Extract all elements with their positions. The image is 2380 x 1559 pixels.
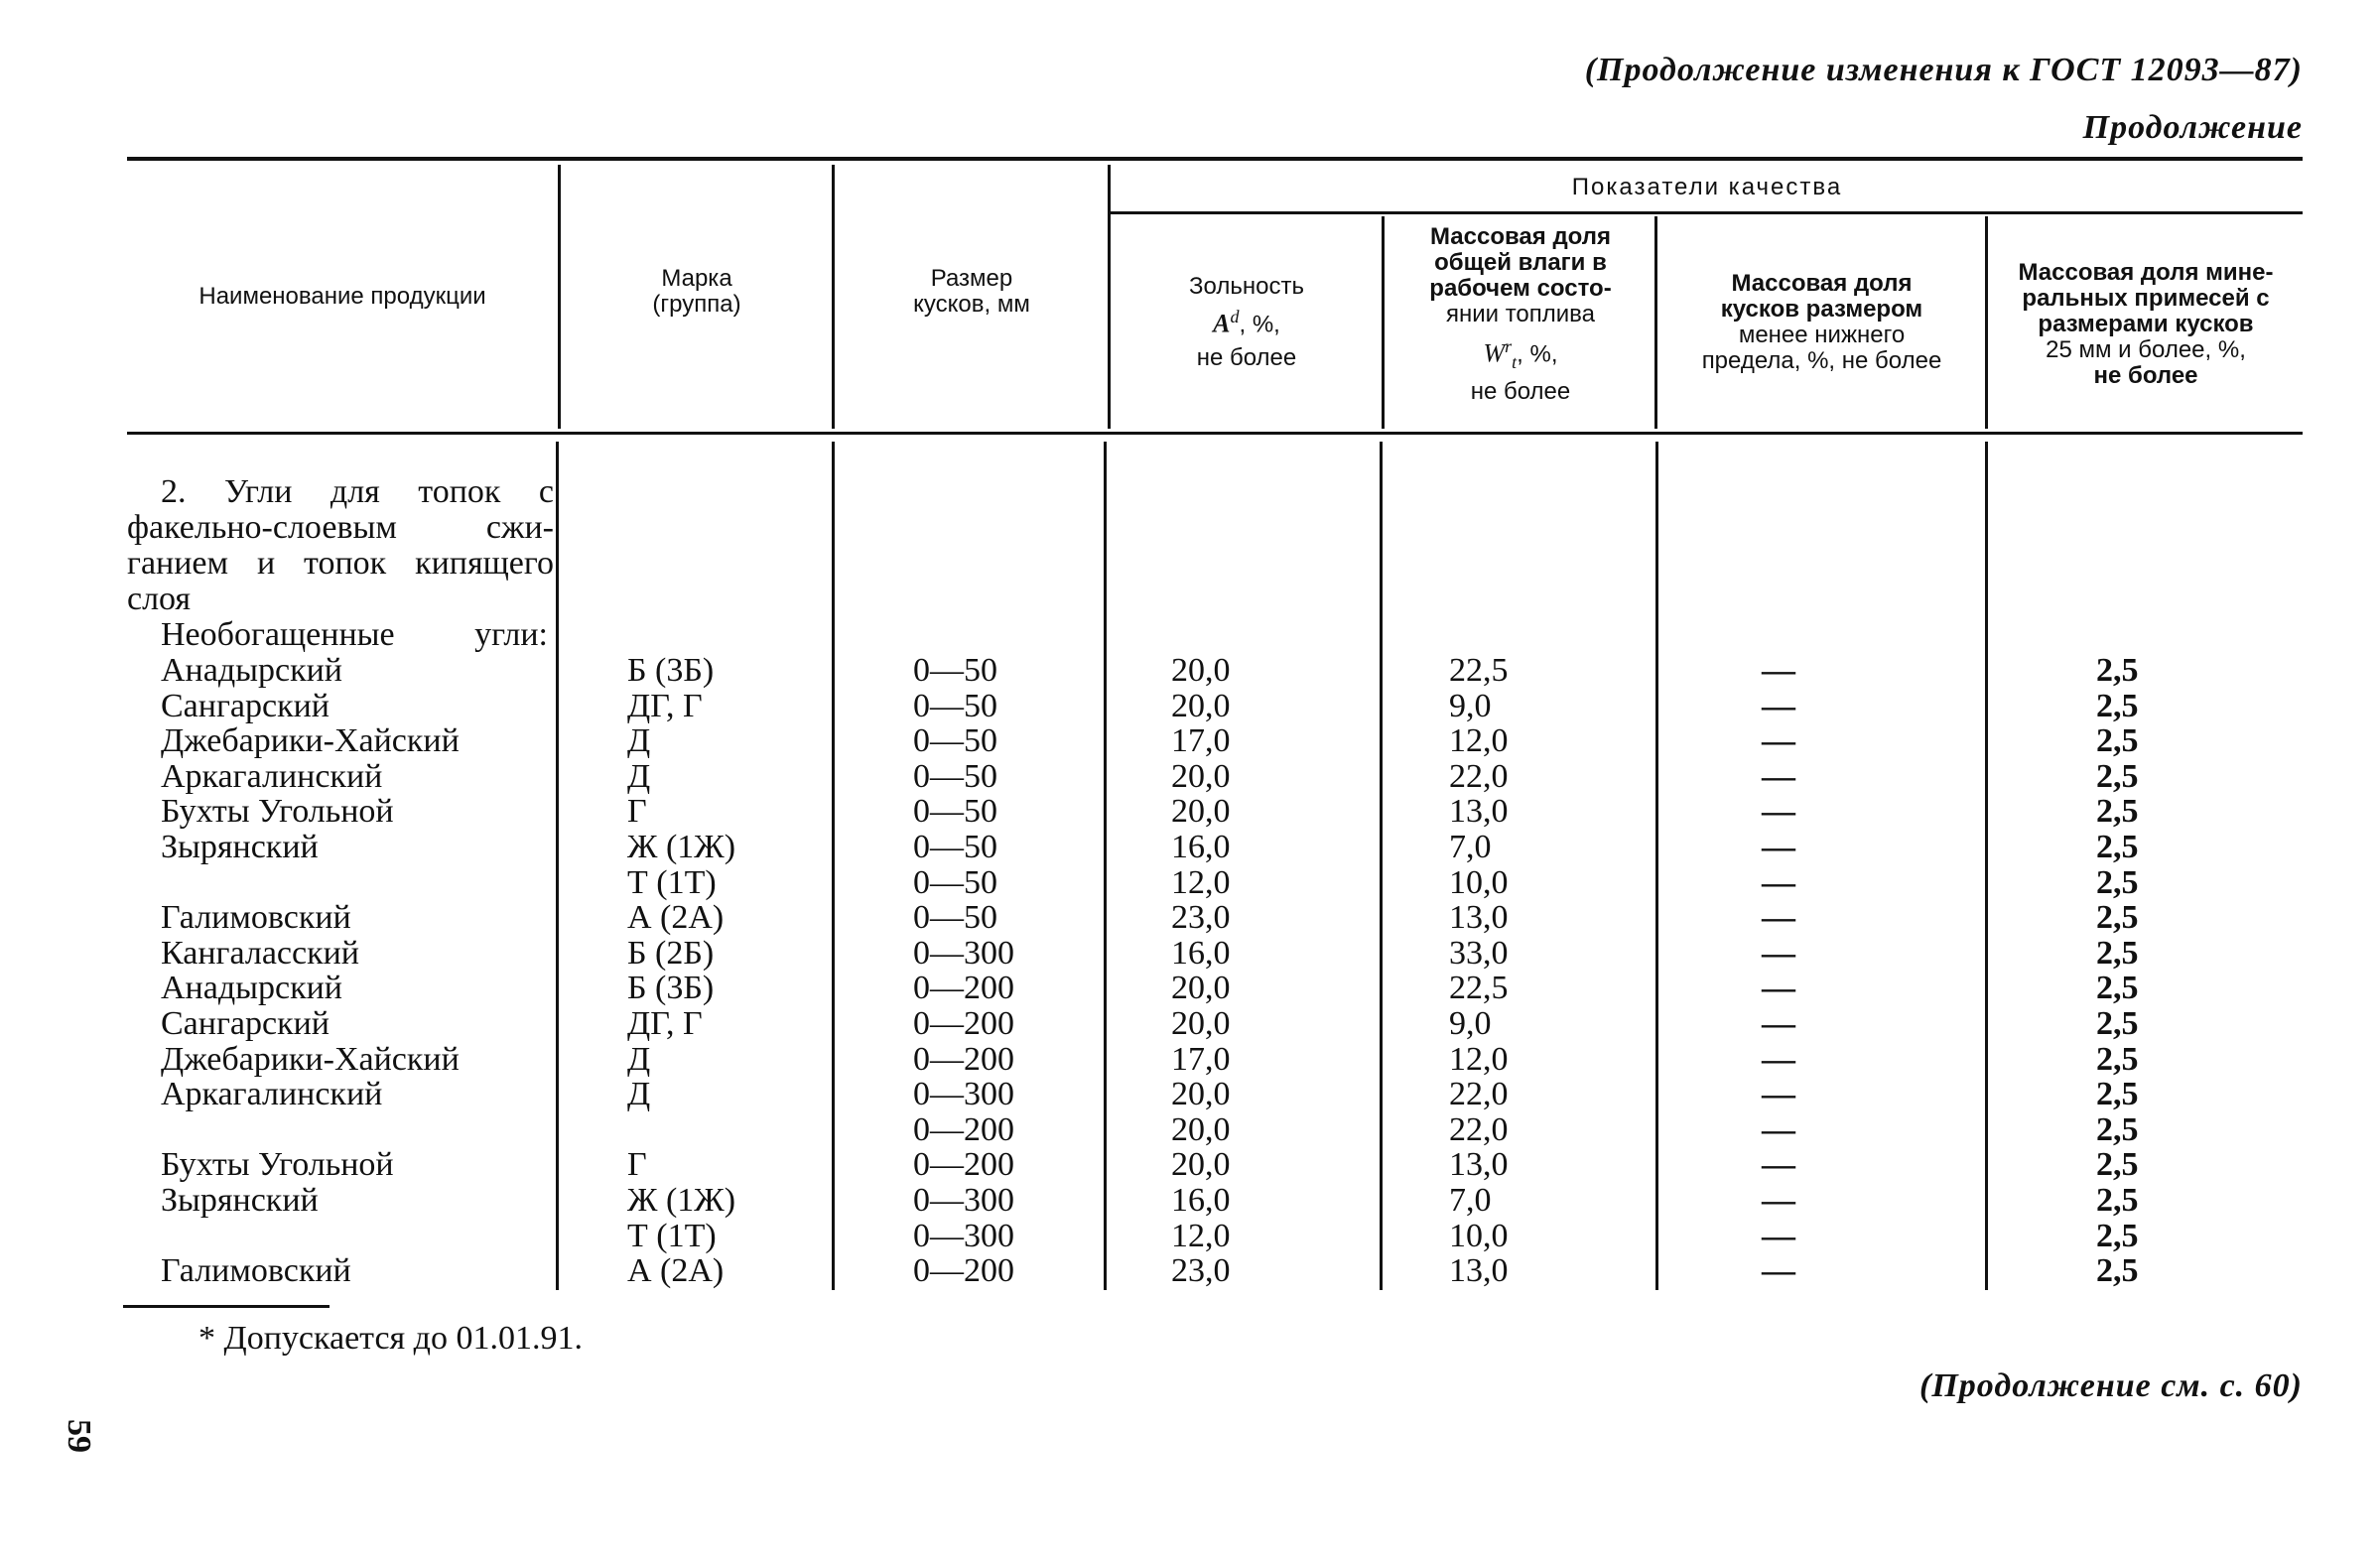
header-bottom-rule	[127, 432, 2303, 435]
row-fine: —	[1762, 970, 1795, 1006]
row-mineral: 2,5	[2096, 1252, 2139, 1289]
header-ash-line3: не более	[1196, 344, 1297, 372]
row-mark: Д	[627, 1041, 651, 1078]
header-mark-line1: Марка	[661, 265, 732, 292]
row-ash: 20,0	[1171, 1076, 1231, 1112]
section-title-line: 2. Угли для топок с	[161, 473, 554, 510]
page-number: 59	[61, 1419, 97, 1453]
header-quality-group	[1112, 165, 2303, 210]
row-moisture: 7,0	[1449, 829, 1492, 865]
row-fine: —	[1762, 793, 1795, 830]
table-row	[0, 1253, 2380, 1289]
header-fine-line3: менее нижнего	[1738, 322, 1906, 348]
header-moist-sup: r	[1505, 336, 1513, 356]
row-moisture: 7,0	[1449, 1182, 1492, 1219]
row-size: 0—200	[913, 1146, 1014, 1183]
continuation-label: Продолжение	[2082, 109, 2303, 146]
row-fine: —	[1762, 1182, 1795, 1219]
header-size-line1: Размер	[930, 265, 1013, 292]
row-mark: Б (3Б)	[627, 970, 715, 1006]
row-mineral: 2,5	[2096, 899, 2139, 936]
row-name: Джебарики-Хайский	[161, 1041, 460, 1078]
row-ash: 20,0	[1171, 1005, 1231, 1042]
row-name: Анадырский	[161, 652, 342, 689]
row-name: Галимовский	[161, 1252, 351, 1289]
table-row	[0, 1183, 2380, 1219]
row-ash: 16,0	[1171, 1182, 1231, 1219]
table-row	[0, 830, 2380, 865]
row-name: Бухты Угольной	[161, 793, 394, 830]
table-row	[0, 1077, 2380, 1112]
row-mark: Ж (1Ж)	[627, 1182, 736, 1219]
row-name: Сангарский	[161, 1005, 330, 1042]
row-moisture: 13,0	[1449, 899, 1509, 936]
row-size: 0—200	[913, 1252, 1014, 1289]
row-mark: ДГ, Г	[627, 1005, 703, 1042]
row-mineral: 2,5	[2096, 688, 2139, 724]
row-moisture: 10,0	[1449, 1218, 1509, 1254]
row-fine: —	[1762, 1041, 1795, 1078]
row-name: Анадырский	[161, 970, 342, 1006]
row-mark: ДГ, Г	[627, 688, 703, 724]
row-ash: 20,0	[1171, 688, 1231, 724]
header-mineral-line5: не более	[2093, 362, 2198, 389]
row-fine: —	[1762, 1252, 1795, 1289]
header-vline-2	[832, 165, 835, 429]
row-mark: Д	[627, 722, 651, 759]
row-fine: —	[1762, 899, 1795, 936]
row-size: 0—200	[913, 970, 1014, 1006]
row-size: 0—200	[913, 1005, 1014, 1042]
row-ash: 17,0	[1171, 1041, 1231, 1078]
row-mineral: 2,5	[2096, 1041, 2139, 1078]
row-moisture: 22,0	[1449, 1111, 1509, 1148]
section-title-line: слоя	[127, 581, 192, 617]
row-name: Кангаласский	[161, 935, 359, 972]
header-fine-line1: Массовая доля	[1731, 270, 1913, 297]
row-name: Аркагалинский	[161, 1076, 383, 1112]
table-row	[0, 723, 2380, 759]
row-mark: Б (3Б)	[627, 652, 715, 689]
row-mark: Т (1Т)	[627, 864, 717, 901]
header-mark-line2: (группа)	[652, 291, 741, 318]
row-moisture: 13,0	[1449, 1146, 1509, 1183]
row-mineral: 2,5	[2096, 1182, 2139, 1219]
header-fine	[1658, 216, 1985, 429]
row-fine: —	[1762, 688, 1795, 724]
table-row	[0, 759, 2380, 795]
row-fine: —	[1762, 1111, 1795, 1148]
row-moisture: 12,0	[1449, 722, 1509, 759]
header-mark	[562, 165, 832, 429]
row-fine: —	[1762, 652, 1795, 689]
row-size: 0—200	[913, 1111, 1014, 1148]
header-fine-line4: предела, %, не более	[1701, 347, 1942, 374]
header-vline-1	[558, 165, 561, 429]
row-name: Джебарики-Хайский	[161, 722, 460, 759]
row-ash: 20,0	[1171, 652, 1231, 689]
row-size: 0—300	[913, 935, 1014, 972]
row-mineral: 2,5	[2096, 935, 2139, 972]
row-mineral: 2,5	[2096, 829, 2139, 865]
footnote-rule	[123, 1305, 330, 1308]
table-row	[0, 653, 2380, 689]
row-mark: Б (2Б)	[627, 935, 715, 972]
header-ash-line1: Зольность	[1189, 272, 1304, 300]
row-moisture: 13,0	[1449, 1252, 1509, 1289]
row-mark: Г	[627, 793, 647, 830]
header-ash	[1112, 216, 1382, 429]
row-fine: —	[1762, 758, 1795, 795]
row-fine: —	[1762, 1146, 1795, 1183]
row-moisture: 22,5	[1449, 970, 1509, 1006]
row-moisture: 9,0	[1449, 1005, 1492, 1042]
row-mark: Т (1Т)	[627, 1218, 717, 1254]
row-name: Зырянский	[161, 829, 319, 865]
row-size: 0—50	[913, 652, 997, 689]
row-ash: 20,0	[1171, 970, 1231, 1006]
row-fine: —	[1762, 864, 1795, 901]
header-moisture	[1386, 224, 1655, 429]
header-fine-line2: кусков размером	[1720, 296, 1923, 323]
row-size: 0—50	[913, 722, 997, 759]
section-title	[127, 474, 554, 617]
header-mineral	[1989, 216, 2303, 429]
header-ash-symbol: A	[1213, 309, 1231, 338]
row-fine: —	[1762, 935, 1795, 972]
header-moist-line5	[1483, 333, 1557, 375]
table-row	[0, 865, 2380, 901]
header-mineral-line1: Массовая доля мине-	[2018, 259, 2274, 286]
row-mineral: 2,5	[2096, 793, 2139, 830]
header-mineral-line4: 25 мм и более, %,	[2046, 336, 2246, 363]
header-moist-line3: рабочем состо-	[1429, 275, 1612, 302]
row-mineral: 2,5	[2096, 722, 2139, 759]
row-ash: 20,0	[1171, 1111, 1231, 1148]
row-size: 0—50	[913, 864, 997, 901]
header-moist-symbol: W	[1483, 338, 1506, 368]
continuation-title: (Продолжение изменения к ГОСТ 12093—87)	[1584, 52, 2303, 88]
row-fine: —	[1762, 1218, 1795, 1254]
table-row	[0, 689, 2380, 724]
row-mark: Д	[627, 758, 651, 795]
header-ash-line2	[1213, 304, 1280, 338]
table-row	[0, 1006, 2380, 1042]
row-ash: 16,0	[1171, 935, 1231, 972]
row-mark: Г	[627, 1146, 647, 1183]
row-mark: Д	[627, 1076, 651, 1112]
row-mark: А (2А)	[627, 899, 725, 936]
row-moisture: 13,0	[1449, 793, 1509, 830]
header-vline-3	[1108, 165, 1111, 429]
row-size: 0—50	[913, 793, 997, 830]
subsection-title: Необогащенные угли:	[161, 616, 548, 653]
row-mineral: 2,5	[2096, 1218, 2139, 1254]
header-moist-line4: янии топлива	[1445, 301, 1596, 327]
row-name: Галимовский	[161, 899, 351, 936]
table-row	[0, 971, 2380, 1006]
row-name: Сангарский	[161, 688, 330, 724]
row-ash: 23,0	[1171, 1252, 1231, 1289]
table-row	[0, 1042, 2380, 1078]
row-moisture: 10,0	[1449, 864, 1509, 901]
section-title-line: ганием и топок кипящего	[127, 545, 554, 582]
row-size: 0—200	[913, 1041, 1014, 1078]
header-ash-sup: d	[1230, 306, 1240, 326]
header-moist-line1: Массовая доля	[1430, 223, 1611, 250]
row-ash: 20,0	[1171, 758, 1231, 795]
row-moisture: 22,0	[1449, 1076, 1509, 1112]
row-moisture: 9,0	[1449, 688, 1492, 724]
row-moisture: 22,0	[1449, 758, 1509, 795]
header-quality-group-text: Показатели качества	[1571, 174, 1843, 200]
row-size: 0—50	[913, 899, 997, 936]
row-ash: 20,0	[1171, 793, 1231, 830]
row-ash: 17,0	[1171, 722, 1231, 759]
header-moist-sub: t	[1512, 351, 1518, 372]
row-name: Аркагалинский	[161, 758, 383, 795]
header-name	[127, 165, 558, 429]
header-name-text: Наименование продукции	[198, 283, 486, 310]
row-size: 0—50	[913, 688, 997, 724]
header-mineral-line3: размерами кусков	[2038, 311, 2254, 337]
row-fine: —	[1762, 1005, 1795, 1042]
footnote: * Допускается до 01.01.91.	[198, 1320, 583, 1357]
header-vline-6	[1985, 216, 1988, 429]
section-title-line: факельно-слоевым сжи-	[127, 509, 554, 546]
table-row	[0, 1147, 2380, 1183]
header-moist-line6: не более	[1470, 377, 1571, 405]
quality-group-rule	[1110, 211, 2303, 214]
row-ash: 12,0	[1171, 864, 1231, 901]
row-mark: А (2А)	[627, 1252, 725, 1289]
header-ash-unit: , %,	[1239, 311, 1280, 338]
row-ash: 23,0	[1171, 899, 1231, 936]
header-size	[836, 165, 1108, 429]
row-mineral: 2,5	[2096, 1111, 2139, 1148]
header-moist-line2: общей влаги в	[1434, 249, 1607, 276]
row-fine: —	[1762, 722, 1795, 759]
table-row	[0, 900, 2380, 936]
row-moisture: 12,0	[1449, 1041, 1509, 1078]
row-mineral: 2,5	[2096, 970, 2139, 1006]
row-mineral: 2,5	[2096, 652, 2139, 689]
table-row	[0, 794, 2380, 830]
row-mineral: 2,5	[2096, 864, 2139, 901]
row-name: Зырянский	[161, 1182, 319, 1219]
row-fine: —	[1762, 1076, 1795, 1112]
row-size: 0—300	[913, 1076, 1014, 1112]
row-size: 0—50	[913, 758, 997, 795]
table-top-rule	[127, 157, 2303, 161]
table-row	[0, 1112, 2380, 1148]
table-row	[0, 1219, 2380, 1254]
row-mineral: 2,5	[2096, 1005, 2139, 1042]
header-mineral-line2: ральных примесей с	[2022, 285, 2270, 312]
row-mineral: 2,5	[2096, 1146, 2139, 1183]
row-moisture: 33,0	[1449, 935, 1509, 972]
table-row	[0, 936, 2380, 972]
row-size: 0—300	[913, 1218, 1014, 1254]
row-ash: 16,0	[1171, 829, 1231, 865]
row-ash: 20,0	[1171, 1146, 1231, 1183]
row-name: Бухты Угольной	[161, 1146, 394, 1183]
row-moisture: 22,5	[1449, 652, 1509, 689]
header-moist-unit: , %,	[1517, 340, 1558, 368]
row-mineral: 2,5	[2096, 1076, 2139, 1112]
row-size: 0—50	[913, 829, 997, 865]
row-fine: —	[1762, 829, 1795, 865]
header-vline-4	[1382, 216, 1385, 429]
footer-continuation: (Продолжение см. с. 60)	[1919, 1367, 2303, 1404]
row-size: 0—300	[913, 1182, 1014, 1219]
row-mark: Ж (1Ж)	[627, 829, 736, 865]
row-ash: 12,0	[1171, 1218, 1231, 1254]
row-mineral: 2,5	[2096, 758, 2139, 795]
header-size-line2: кусков, мм	[913, 291, 1030, 318]
